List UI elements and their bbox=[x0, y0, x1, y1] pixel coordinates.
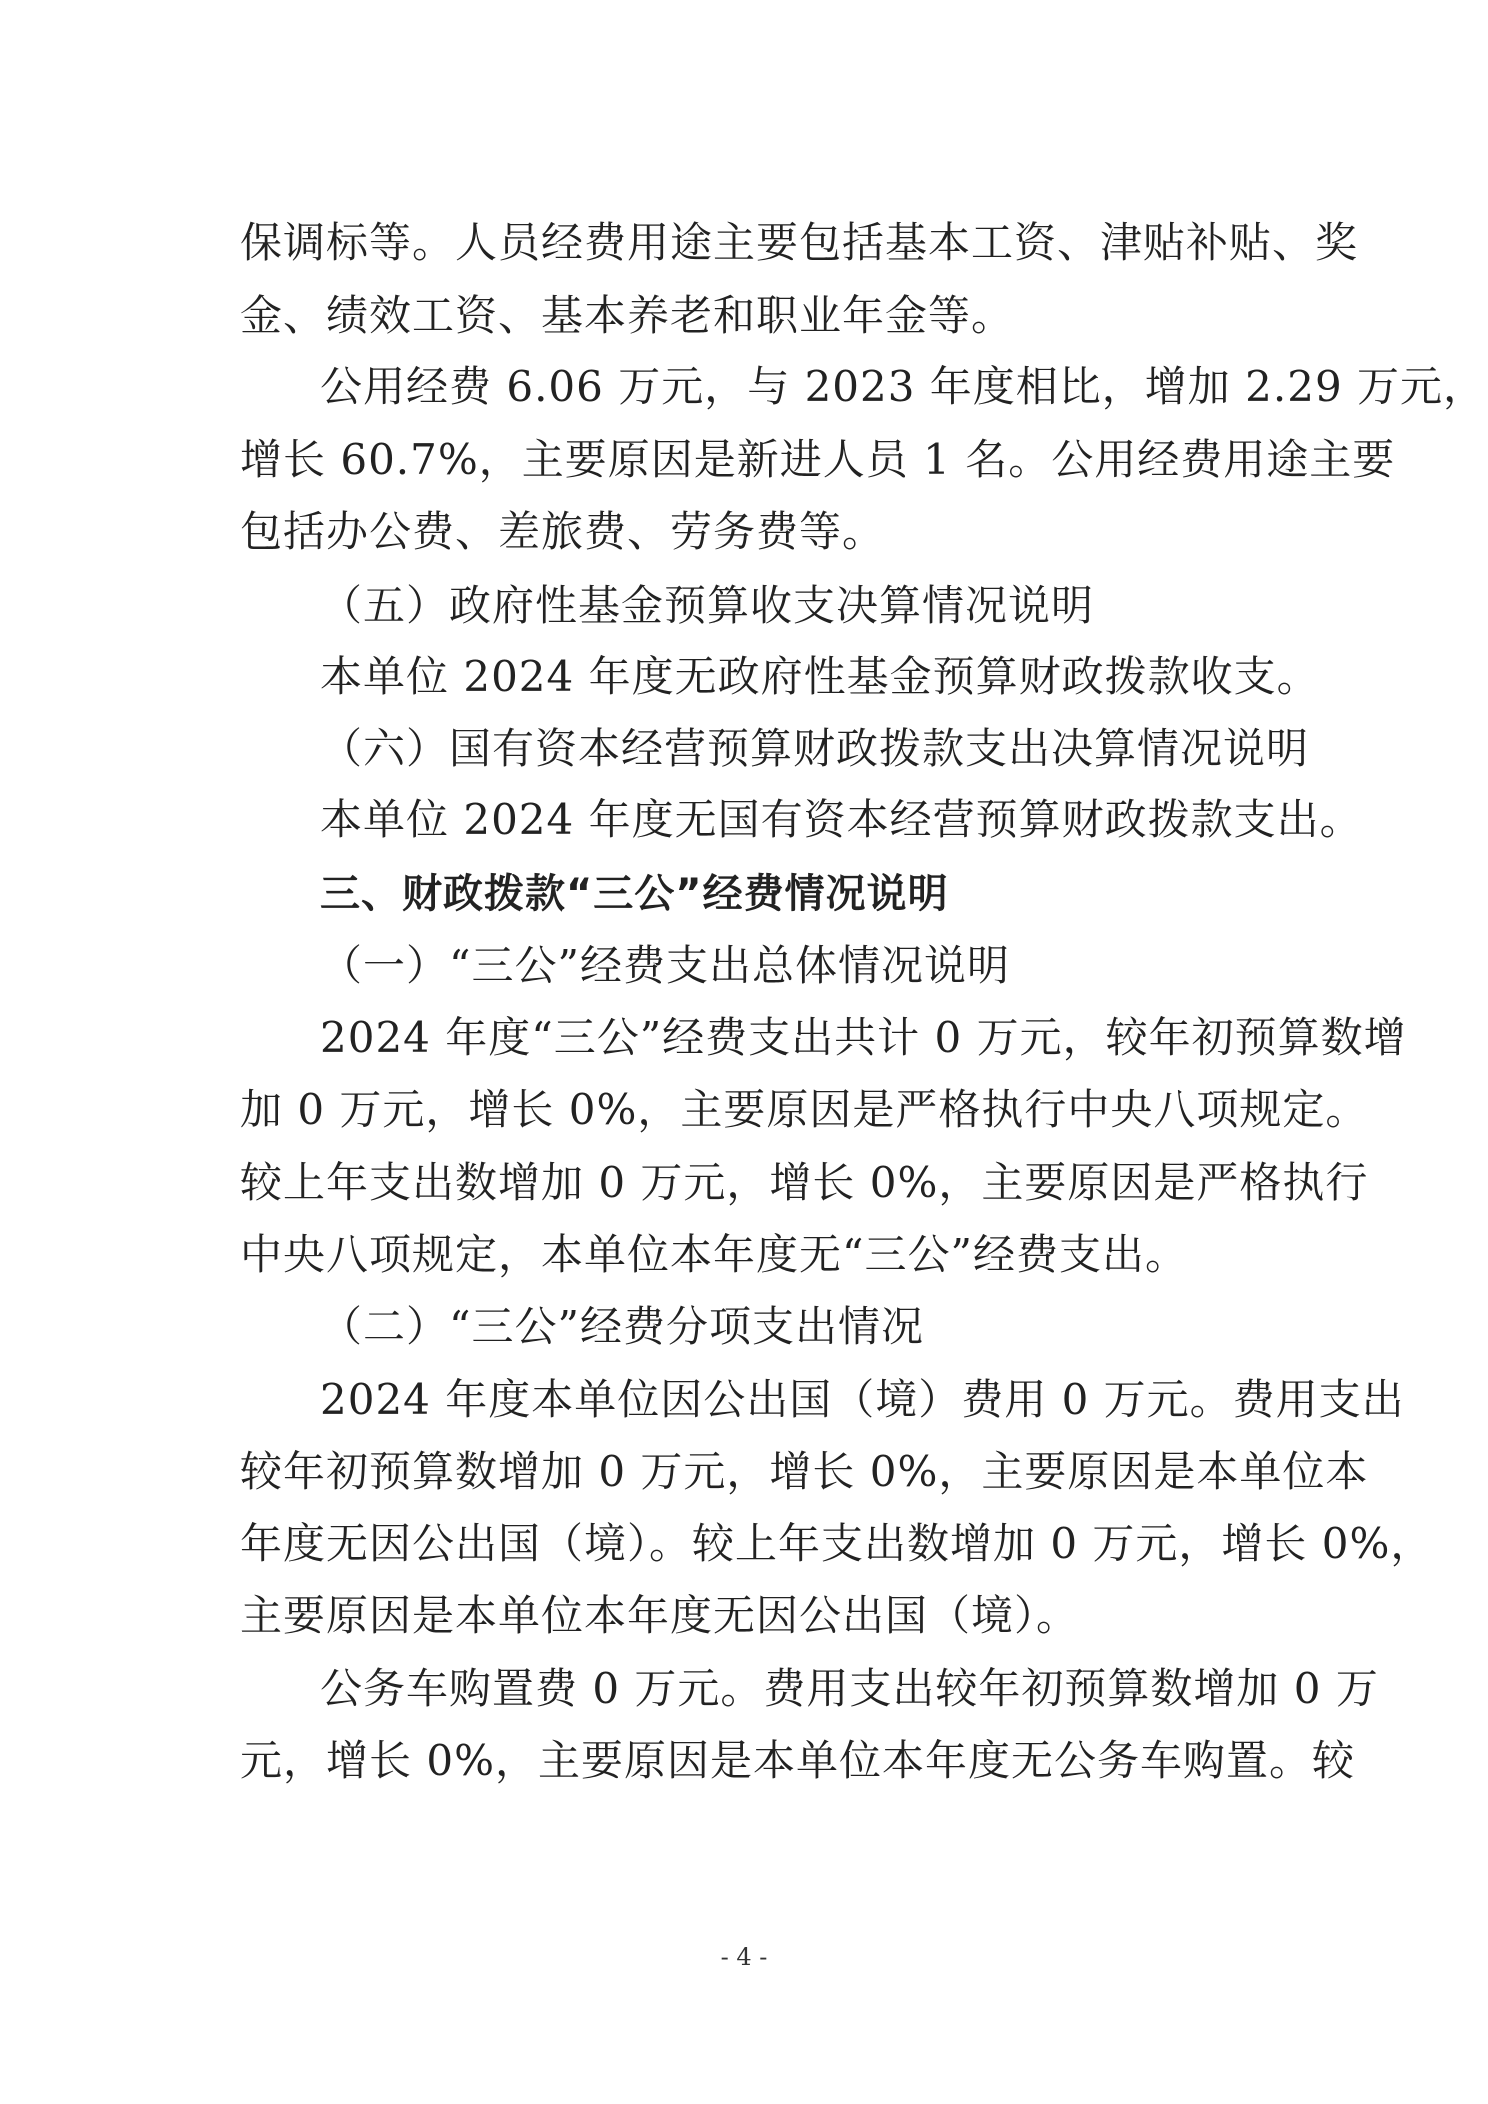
body-text-line: 较上年支出数增加 0 万元，增长 0%，主要原因是严格执行 bbox=[240, 1158, 1369, 1207]
section-heading: （六）国有资本经营预算财政拨款支出决算情况说明 bbox=[320, 724, 1310, 773]
chapter-heading: 三、财政拨款“三公”经费情况说明 bbox=[320, 871, 949, 917]
page-number: - 4 - bbox=[720, 1943, 768, 1971]
body-text-line: 保调标等。人员经费用途主要包括基本工资、津贴补贴、奖 bbox=[240, 218, 1359, 267]
body-text-line: 2024 年度“三公”经费支出共计 0 万元，较年初预算数增 bbox=[320, 1013, 1407, 1062]
section-heading: （二）“三公”经费分项支出情况 bbox=[320, 1302, 924, 1351]
body-text-line: 金、绩效工资、基本养老和职业年金等。 bbox=[240, 291, 1015, 340]
body-text-line: 包括办公费、差旅费、劳务费等。 bbox=[240, 507, 886, 556]
body-text-line: 较年初预算数增加 0 万元，增长 0%，主要原因是本单位本 bbox=[240, 1447, 1369, 1496]
body-text-line: 增长 60.7%，主要原因是新进人员 1 名。公用经费用途主要 bbox=[240, 435, 1396, 484]
section-heading: （五）政府性基金预算收支决算情况说明 bbox=[320, 581, 1095, 630]
body-text-line: 中央八项规定，本单位本年度无“三公”经费支出。 bbox=[240, 1230, 1188, 1279]
section-heading: （一）“三公”经费支出总体情况说明 bbox=[320, 941, 1010, 990]
body-text-line: 加 0 万元，增长 0%，主要原因是严格执行中央八项规定。 bbox=[240, 1085, 1369, 1134]
body-text-line: 元，增长 0%，主要原因是本单位本年度无公务车购置。较 bbox=[240, 1736, 1355, 1785]
body-text-line: 主要原因是本单位本年度无因公出国（境）。 bbox=[240, 1591, 1080, 1640]
body-text-line: 本单位 2024 年度无政府性基金预算财政拨款收支。 bbox=[320, 652, 1320, 701]
body-text-line: 本单位 2024 年度无国有资本经营预算财政拨款支出。 bbox=[320, 795, 1363, 844]
body-text-line: 年度无因公出国（境）。较上年支出数增加 0 万元，增长 0%， bbox=[240, 1519, 1434, 1568]
body-text-line: 公务车购置费 0 万元。费用支出较年初预算数增加 0 万 bbox=[320, 1664, 1379, 1713]
body-text-line: 公用经费 6.06 万元，与 2023 年度相比，增加 2.29 万元， bbox=[320, 362, 1487, 411]
body-text-line: 2024 年度本单位因公出国（境）费用 0 万元。费用支出 bbox=[320, 1375, 1405, 1424]
